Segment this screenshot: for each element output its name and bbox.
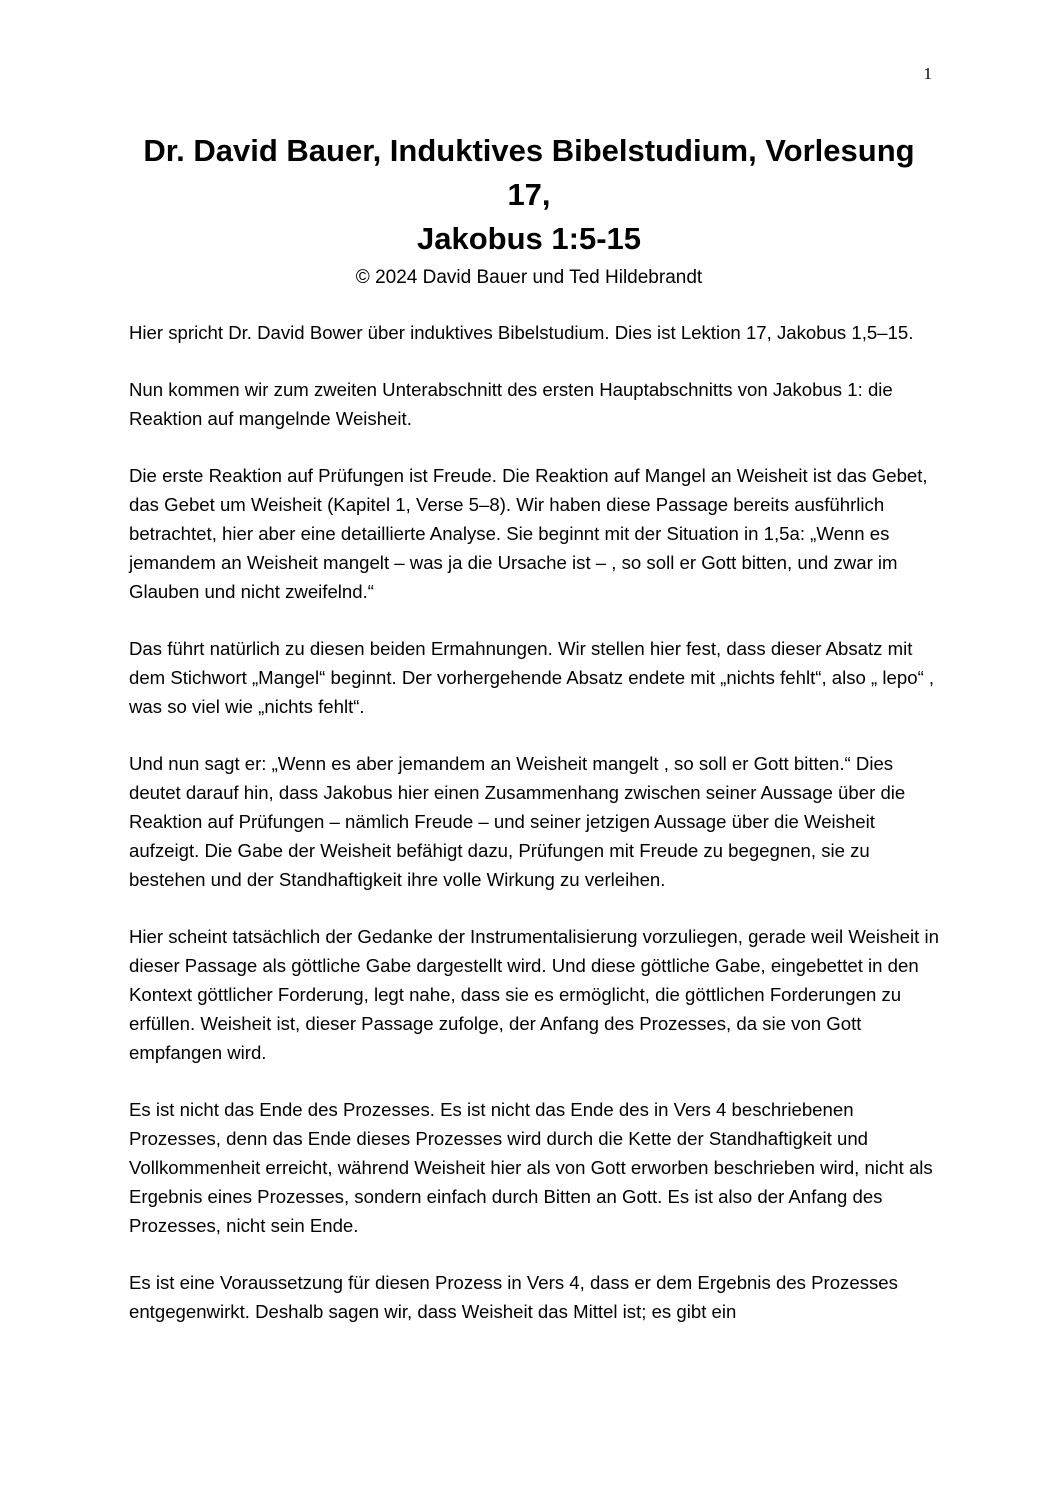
document-body	[129, 318, 945, 1354]
paragraph: Hier scheint tatsächlich der Gedanke der Instrumentalisierung vorzuliegen, gerade weil Weisheit in dieser Passage als göttliche Gabe dargestellt wird. Und diese göttliche Gabe, eingebettet in den Kontext göttlicher Forderung, legt nahe, dass sie es ermöglicht, die göttlichen Forderungen zu erfüllen. Weisheit ist, dieser Passage zufolge, der Anfang des Prozesses, da sie von Gott empfangen wird.	[129, 926, 939, 1063]
paragraph: Es ist nicht das Ende des Prozesses. Es ist nicht das Ende des in Vers 4 beschriebenen Prozesses, denn das Ende dieses Prozesses wird durch die Kette der Standhaftigkeit und Vollkommenheit erreicht, während Weisheit hier als von Gott erworben beschrieben wird, nicht als Ergebnis eines Prozesses, sondern einfach durch Bitten an Gott. Es ist also der Anfang des Prozesses, nicht sein Ende.	[129, 1099, 933, 1236]
page-number: 1	[923, 64, 932, 83]
paragraph: Und nun sagt er: „Wenn es aber jemandem an Weisheit mangelt , so soll er Gott bitten.“ Dies deutet darauf hin, dass Jakobus hier einen Zusammenhang zwischen seiner Aussage über die Reaktion auf Prüfungen – nämlich Freude – und seiner jetzigen Aussage über die Weisheit aufzeigt. Die Gabe der Weisheit befähigt dazu, Prüfungen mit Freude zu begegnen, sie zu bestehen und der Standhaftigkeit ihre volle Wirkung zu verleihen.	[129, 753, 906, 890]
document-header	[120, 129, 938, 291]
paragraph: Nun kommen wir zum zweiten Unterabschnitt des ersten Hauptabschnitts von Jakobus 1: die Reaktion auf mangelnde Weisheit.	[129, 379, 893, 429]
paragraph: Die erste Reaktion auf Prüfungen ist Freude. Die Reaktion auf Mangel an Weisheit ist das Gebet, das Gebet um Weisheit (Kapitel 1, Verse 5–8). Wir haben diese Passage bereits ausführlich betrachtet, hier aber eine detaillierte Analyse. Sie beginnt mit der Situation in 1,5a: „Wenn es jemandem an Weisheit mangelt – was ja die Ursache ist – , so soll er Gott bitten, und zwar im Glauben und nicht zweifelnd.“	[129, 465, 928, 602]
paragraph: Das führt natürlich zu diesen beiden Ermahnungen. Wir stellen hier fest, dass dieser Absatz mit dem Stichwort „Mangel“ beginnt. Der vorhergehende Absatz endete mit „nichts fehlt“, also „ lepo“ , was so viel wie „nichts fehlt“.	[129, 638, 935, 717]
copyright-line: © 2024 David Bauer und Ted Hildebrandt	[355, 267, 703, 288]
paragraph: Es ist eine Voraussetzung für diesen Prozess in Vers 4, dass er dem Ergebnis des Prozesses entgegenwirkt. Deshalb sagen wir, dass Weisheit das Mittel ist; es gibt ein	[129, 1272, 898, 1322]
document-subtitle: Jakobus 1:5-15	[417, 221, 641, 256]
paragraph: Hier spricht Dr. David Bower über induktives Bibelstudium. Dies ist Lektion 17, Jakobus 1,5–15.	[129, 322, 914, 343]
document-title: Dr. David Bauer, Induktives Bibelstudium, Vorlesung 17,	[143, 133, 915, 212]
